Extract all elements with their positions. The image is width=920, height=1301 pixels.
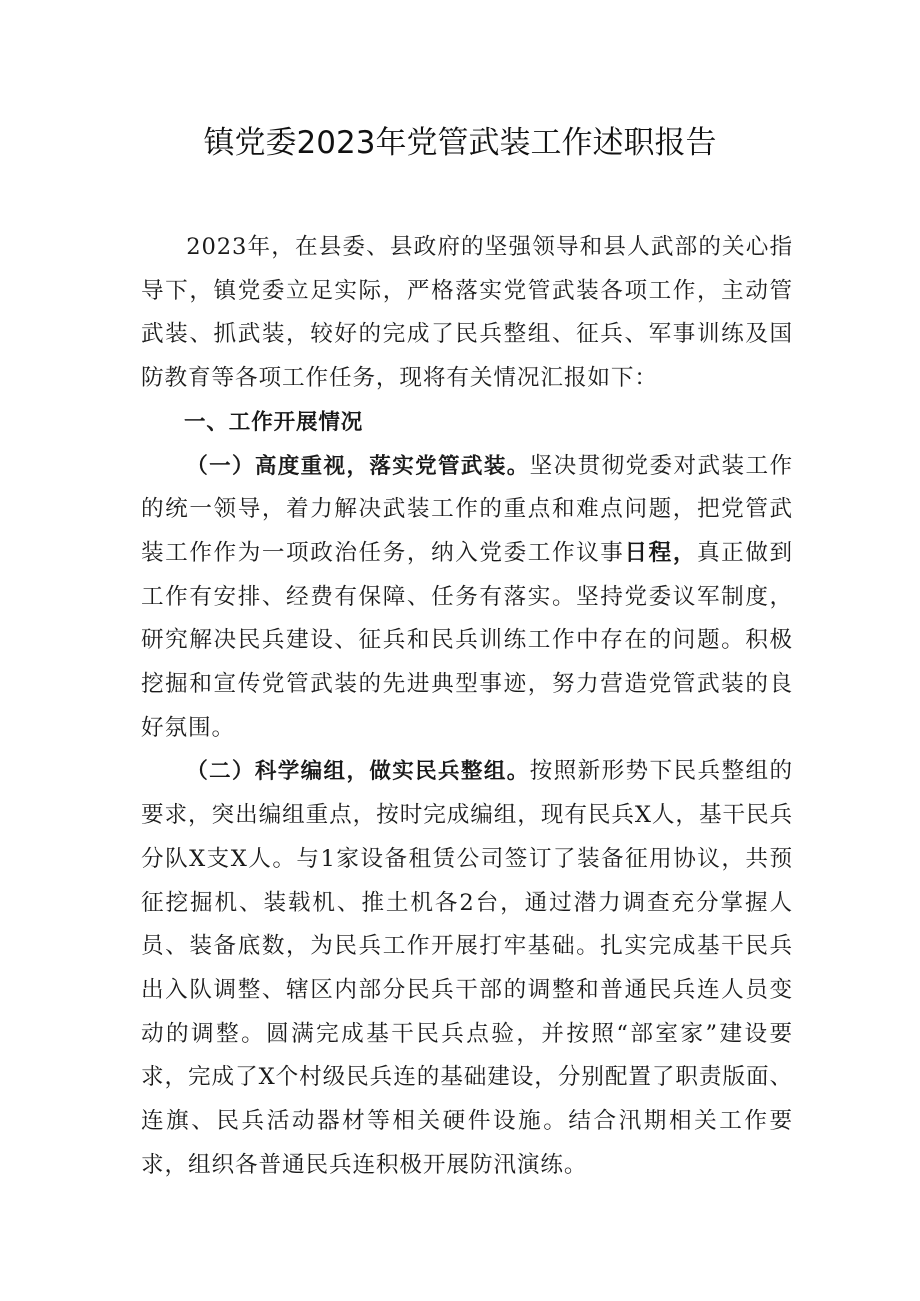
document-title: 镇党委2023年党管武装工作述职报告 xyxy=(203,125,717,161)
section-one-heading: 一、工作开展情况 xyxy=(184,409,364,435)
item-one-text-part1: 坚决贯彻党委对武装工作的统一领导，着力解决武装工作的重点和难点问题，把党管武装工作作为一项政治任务，纳入党委工作议事 xyxy=(141,452,793,566)
item-one-paragraph xyxy=(141,445,793,751)
item-two-paragraph xyxy=(141,750,793,1187)
item-one-lead: （一）高度重视，落实党管武装。 xyxy=(186,453,530,479)
intro-paragraph: 2023年，在县委、县政府的坚强领导和县人武部的关心指导下，镇党委立足实际，严格落实党管武装各项工作，主动管武装、抓武装，较好的完成了民兵整组、征兵、军事训练及国防教育等各项工作任务，现将有关情况汇报如下： xyxy=(141,234,793,392)
item-two-text: 按照新形势下民兵整组的要求，突出编组重点，按时完成编组，现有民兵X人，基干民兵分队X支X人。与1家设备租赁公司签订了装备征用协议，共预征挖掘机、装载机、推土机各2台，通过潜力调查充分掌握人员、装备底数，为民兵工作开展打牢基础。扎实完成基干民兵出入队调整、辖区内部分民兵干部的调整和普通民兵连人员变动的调整。圆满完成基干民兵点验，并按照“部室家”建设要求，完成了X个村级民兵连的基础建设，分别配置了职责版面、连旗、民兵活动器材等相关硬件设施。结合汛期相关工作要求，组织各普通民兵连积极开展防汛演练。 xyxy=(141,758,793,1178)
document-body xyxy=(141,226,793,1187)
item-one-text-bold: 日程， xyxy=(624,539,697,566)
item-two-lead: （二）科学编组，做实民兵整组。 xyxy=(186,759,530,785)
item-one-text-part2: 真正做到工作有安排、经费有保障、任务有落实。坚持党委议军制度，研究解决民兵建设、征兵和民兵训练工作中存在的问题。积极挖掘和宣传党管武装的先进典型事迹，努力营造党管武装的良好氛围。 xyxy=(141,539,794,741)
